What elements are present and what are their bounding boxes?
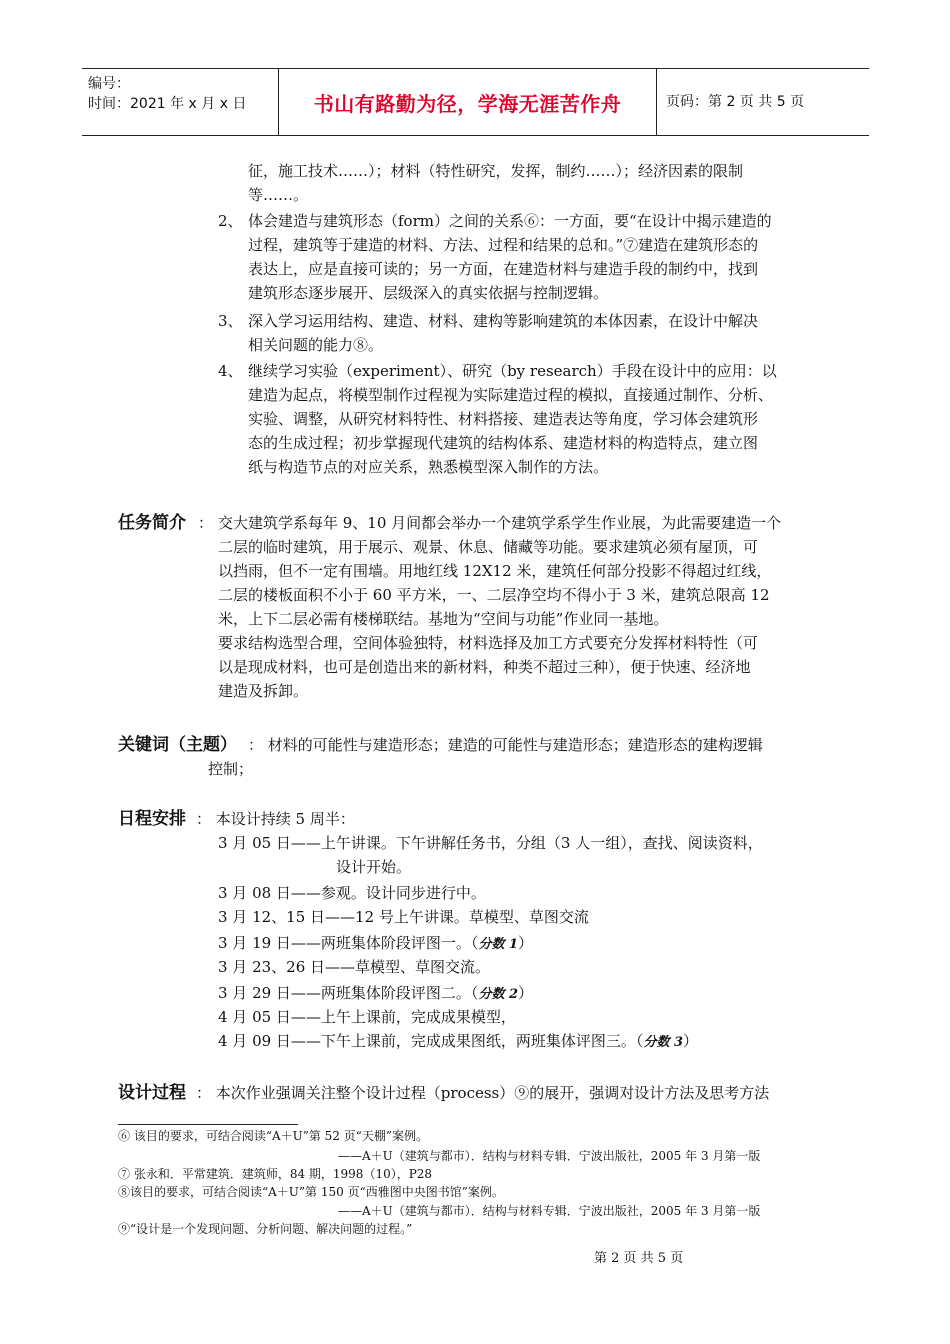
footnote: ⑦ 张永和．平常建筑．建筑师，84 期，1998（10），P28 (118, 1167, 433, 1181)
schedule-row: 3 月 23、26 日——草模型、草图交流。 (218, 958, 491, 976)
process-heading: 设计过程 (118, 1083, 186, 1103)
objective-4-line: 实验、调整，从研究材料特性、材料搭接、建造表达等角度，学习体会建筑形 (248, 410, 759, 428)
objective-4-line: 纸与构造节点的对应关系，熟悉模型深入制作的方法。 (248, 458, 609, 476)
close-paren: ） (518, 984, 534, 1002)
header-meta (82, 69, 279, 135)
objective-1-cont-line: 征，施工技术……）；材料（特性研究，发挥，制约……）；经济因素的限制 (248, 162, 744, 180)
page-header (82, 68, 869, 136)
footnote: ⑥ 该目的要求，可结合阅读“A＋U”第 52 页“天棚”案例。 (118, 1129, 429, 1143)
objective-number: 2、 (218, 212, 243, 230)
page-footer: 第 2 页 共 5 页 (594, 1251, 684, 1266)
objective-number: 3、 (218, 312, 243, 330)
objective-3-line: 相关问题的能力⑧。 (248, 336, 384, 354)
schedule-row: 3 月 12、15 日——12 号上午讲课。草模型、草图交流 (218, 908, 589, 926)
task-line: 建造及拆卸。 (218, 682, 309, 700)
code-label: 编号： (88, 76, 130, 92)
keywords-line: 控制； (208, 760, 254, 778)
objective-2-line: 建筑形态逐步展开、层级深入的真实依据与控制逻辑。 (248, 284, 609, 302)
schedule-row-text: 3 月 19 日——两班集体阶段评图一。（ (218, 934, 479, 952)
objective-1-cont-line: 等……。 (248, 186, 309, 204)
schedule-row-text: 3 月 29 日——两班集体阶段评图二。（ (218, 984, 479, 1002)
footnote: ⑧该目的要求，可结合阅读“A＋U”第 150 页“西雅图中央图书馆”案例。 (118, 1185, 504, 1199)
task-line: 要求结构选型合理，空间体验独特，材料选择及加工方式要充分发挥材料特性（可 (218, 634, 759, 652)
footnote: ⑨“设计是一个发现问题、分析问题、解决问题的过程。” (118, 1222, 413, 1236)
schedule-row: 3 月 08 日——参观。设计同步进行中。 (218, 884, 486, 902)
task-heading: 任务简介 (118, 513, 186, 533)
schedule-row (218, 1030, 698, 1054)
motto: 书山有路勤为径，学海无涯苦作舟 (279, 69, 657, 135)
objective-4-line: 继续学习实验（experiment）、研究（by research）手段在设计中的应用：以 (248, 362, 777, 380)
objective-2-line: 表达上，应是直接可读的；另一方面，在建造材料与建造手段的制约中，找到 (248, 260, 759, 278)
score-label: 分数 3 (643, 1035, 684, 1050)
objective-2-line: 过程，建筑等于建造的材料、方法、过程和结果的总和。”⑦建造在建筑形态的 (248, 236, 759, 254)
keywords-line: ： 材料的可能性与建造形态；建造的可能性与建造形态；建造形态的建构逻辑 (248, 736, 763, 754)
task-colon: ： (198, 514, 214, 532)
process-text: ： 本次作业强调关注整个设计过程（process）⑨的展开，强调对设计方法及思考方法 (196, 1084, 770, 1102)
schedule-row (218, 932, 533, 956)
schedule-heading: 日程安排 (118, 809, 186, 829)
task-line: 以挡雨，但不一定有围墙。用地红线 12X12 米，建筑任何部分投影不得超过红线， (218, 562, 772, 580)
schedule-row-text: 4 月 09 日——下午上课前，完成成果图纸，两班集体评图三。（ (218, 1032, 644, 1050)
schedule-row: 4 月 05 日——上午上课前，完成成果模型， (218, 1008, 516, 1026)
page-code: 页码：第 2 页 共 5 页 (666, 94, 805, 110)
schedule-row (218, 982, 533, 1006)
task-line: 米，上下二层必需有楼梯联结。基地为“空间与功能”作业同一基地。 (218, 610, 669, 628)
task-line: 以是现成材料，也可是创造出来的新材料，种类不超过三种），便于快速、经济地 (218, 658, 751, 676)
objective-number: 4、 (218, 362, 243, 380)
schedule-row: 3 月 05 日——上午讲课。下午讲解任务书，分组（3 人一组），查找、阅读资料， (218, 834, 763, 852)
score-label: 分数 1 (478, 937, 519, 952)
task-line: 二层的楼板面积不小于 60 平方米，一、二层净空均不得小于 3 米，建筑总限高 12 (218, 586, 770, 604)
score-label: 分数 2 (478, 987, 519, 1002)
footnote-rule (118, 1124, 298, 1125)
objective-3-line: 深入学习运用结构、建造、材料、建构等影响建筑的本体因素，在设计中解决 (248, 312, 759, 330)
footnote: ——A＋U（建筑与都市）．结构与材料专辑．宁波出版社，2005 年 3 月第一版 (338, 1149, 761, 1163)
footnote: ——A＋U（建筑与都市）．结构与材料专辑．宁波出版社，2005 年 3 月第一版 (338, 1204, 761, 1218)
close-paren: ） (683, 1032, 699, 1050)
objective-2-line: 体会建造与建筑形态（form）之间的关系⑥：一方面，要“在设计中揭示建造的 (248, 212, 772, 230)
keywords-heading: 关键词（主题） (118, 735, 237, 755)
task-line: 二层的临时建筑，用于展示、观景、休息、储藏等功能。要求建筑必须有屋顶，可 (218, 538, 759, 556)
objective-4-line: 建造为起点，将模型制作过程视为实际建造过程的模拟，直接通过制作、分析、 (248, 386, 774, 404)
close-paren: ） (518, 934, 534, 952)
schedule-row: 设计开始。 (336, 858, 412, 876)
time-label: 时间：2021 年 x 月 x 日 (88, 96, 247, 112)
task-line: 交大建筑学系每年 9、10 月间都会举办一个建筑学系学生作业展，为此需要建造一个 (218, 514, 782, 532)
schedule-intro: ： 本设计持续 5 周半： (196, 810, 355, 828)
objective-4-line: 态的生成过程；初步掌握现代建筑的结构体系、建造材料的构造特点，建立图 (248, 434, 759, 452)
